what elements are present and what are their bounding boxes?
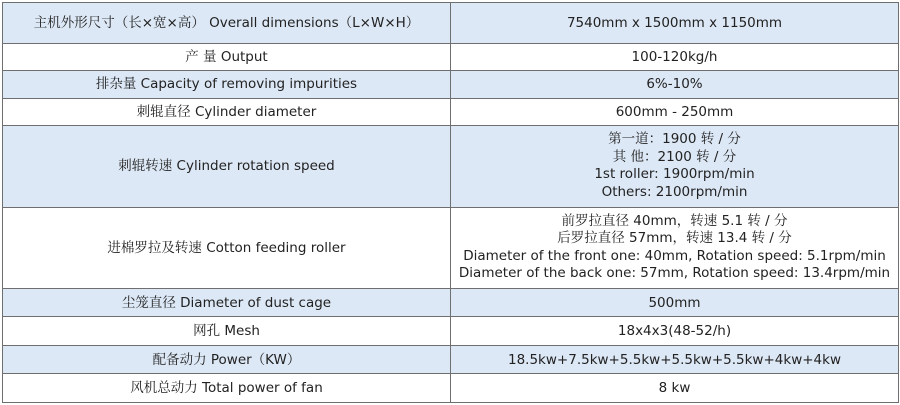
spec-label: 刺辊转速 Cylinder rotation speed <box>3 126 451 207</box>
spec-label: 刺辊直径 Cylinder diameter <box>3 98 451 125</box>
spec-value <box>451 207 899 288</box>
spec-label: 风机总动力 Total power of fan <box>3 374 451 403</box>
spec-value-line: 第一道：1900 转 / 分 <box>608 131 741 148</box>
spec-value: 500mm <box>451 288 899 316</box>
spec-row-cylinder-diameter <box>3 98 899 125</box>
spec-value-line: 后罗拉直径 57mm，转速 13.4 转 / 分 <box>557 230 792 247</box>
spec-label: 产 量 Output <box>3 43 451 70</box>
spec-row-overall-dimensions <box>3 3 899 44</box>
specifications-table <box>2 2 899 403</box>
spec-row-cylinder-speed <box>3 126 899 207</box>
spec-row-power <box>3 345 899 373</box>
spec-value: 7540mm x 1500mm x 1150mm <box>451 3 899 44</box>
spec-row-output <box>3 43 899 70</box>
spec-value-line: 前罗拉直径 40mm，转速 5.1 转 / 分 <box>561 212 788 229</box>
spec-value-line: 1st roller: 1900rpm/min <box>594 166 755 183</box>
spec-value-line: Diameter of the front one: 40mm, Rotation speed: 5.1rpm/min <box>463 247 886 264</box>
spec-value-line: Others: 2100rpm/min <box>601 183 748 200</box>
spec-row-mesh <box>3 317 899 345</box>
spec-label: 配备动力 Power（KW） <box>3 345 451 373</box>
spec-value-line: 其 他：2100 转 / 分 <box>612 148 737 165</box>
spec-value: 100-120kg/h <box>451 43 899 70</box>
spec-value-line: Diameter of the back one: 57mm, Rotation speed: 13.4rpm/min <box>458 265 891 282</box>
spec-label: 进棉罗拉及转速 Cotton feeding roller <box>3 207 451 288</box>
spec-row-fan-power <box>3 374 899 403</box>
spec-row-impurities <box>3 71 899 98</box>
spec-label: 尘笼直径 Diameter of dust cage <box>3 288 451 316</box>
spec-value: 600mm - 250mm <box>451 98 899 125</box>
spec-row-dust-cage <box>3 288 899 316</box>
spec-label: 网孔 Mesh <box>3 317 451 345</box>
spec-label: 主机外形尺寸（长×宽×高） Overall dimensions（L×W×H） <box>3 3 451 44</box>
spec-value: 18.5kw+7.5kw+5.5kw+5.5kw+5.5kw+4kw+4kw <box>451 345 899 373</box>
spec-value: 8 kw <box>451 374 899 403</box>
spec-value <box>451 126 899 207</box>
spec-label: 排杂量 Capacity of removing impurities <box>3 71 451 98</box>
spec-row-feeding-roller <box>3 207 899 288</box>
spec-value: 6%-10% <box>451 71 899 98</box>
spec-value: 18x4x3(48-52/h) <box>451 317 899 345</box>
